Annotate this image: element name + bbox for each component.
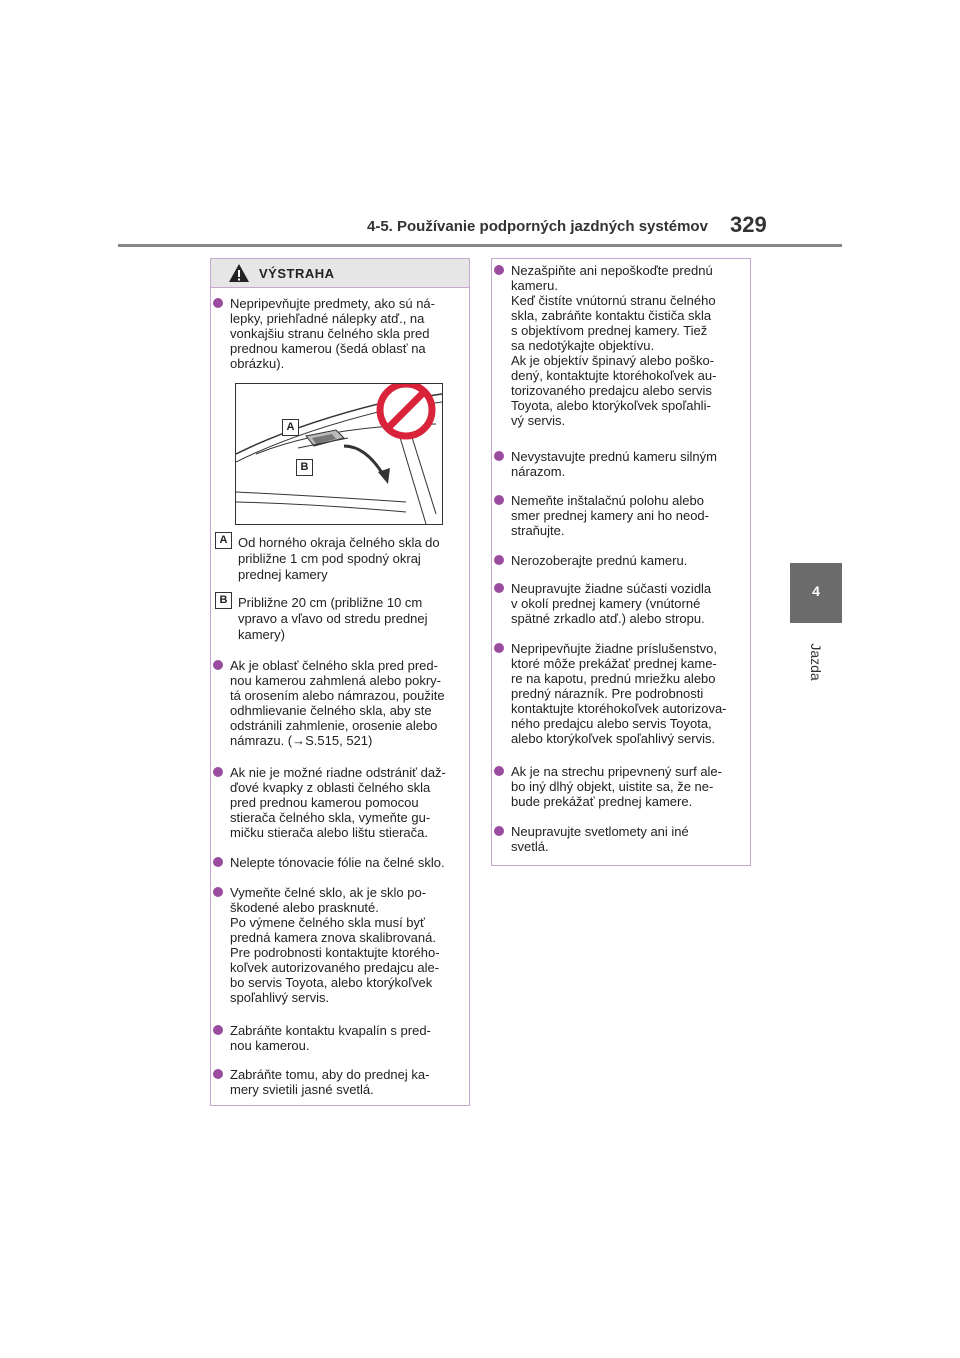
legend-desc-a: Od horného okraja čelného skla do približne 1 cm pod spodný okraj prednej kamery xyxy=(238,535,440,582)
list-item xyxy=(494,824,748,854)
item-text: Neupravujte svetlomety ani iné svetlá. xyxy=(511,824,689,854)
item-text: Nevystavujte prednú kameru silným nárazom. xyxy=(511,449,717,479)
bullet-icon xyxy=(494,495,504,505)
item-text: Zabráňte tomu, aby do prednej ka- mery svietili jasné svetlá. xyxy=(230,1067,430,1097)
list-item xyxy=(213,296,465,371)
item-text: Nepripevňujte predmety, ako sú ná- lepky, priehľadné nálepky atď., na vonkajšiu stranu čelného skla pred prednou kamerou (šedá oblasť na obrázku). xyxy=(230,296,435,371)
windshield-camera-figure xyxy=(235,383,443,525)
bullet-icon xyxy=(494,826,504,836)
chapter-name: Jazda xyxy=(808,643,824,681)
bullet-icon xyxy=(213,298,223,308)
item-text: Ak je oblasť čelného skla pred pred- nou kamerou zahmlená alebo pokry- tá orosením alebo námrazou, použite odhmlievanie čelného skla, aby ste odstránili zahmlenie, orosenie alebo námrazu. (→S.515, 521) xyxy=(230,658,445,748)
chapter-number: 4 xyxy=(812,583,820,599)
bullet-icon xyxy=(494,451,504,461)
list-item xyxy=(494,581,748,626)
legend-label-a: A xyxy=(215,532,232,549)
chapter-tab xyxy=(790,563,842,623)
item-text: Nepripevňujte žiadne príslušenstvo, ktoré môže prekážať prednej kame- re na kapotu, prednú mriežku alebo predný nárazník. Pre podrobnosti kontaktujte ktoréhokoľvek autorizova- ného predajcu alebo servis Toyota, alebo ktorýkoľvek spoľahlivý servis. xyxy=(511,641,727,746)
bullet-icon xyxy=(213,660,223,670)
item-text: Neupravujte žiadne súčasti vozidla v okolí prednej kamery (vnútorné spätné zrkadlo atď.) alebo stropu. xyxy=(511,581,712,626)
list-item xyxy=(213,1067,465,1097)
list-item xyxy=(213,765,465,840)
figure-label-a: A xyxy=(282,419,299,436)
bullet-icon xyxy=(213,857,223,867)
list-item xyxy=(494,553,748,568)
warning-triangle-icon xyxy=(228,263,250,283)
list-item xyxy=(494,641,748,746)
list-item xyxy=(213,885,465,1005)
figure-label-b: B xyxy=(296,459,313,476)
bullet-icon xyxy=(213,1025,223,1035)
list-item xyxy=(213,855,465,870)
list-item xyxy=(213,658,465,748)
chapter-label xyxy=(780,632,852,692)
list-item xyxy=(494,449,748,479)
warning-header xyxy=(211,259,469,288)
item-text: Vymeňte čelné sklo, ak je sklo po- škodené alebo prasknuté. Po výmene čelného skla musí byť predná kamera znova skalibrovaná. Pre podrobnosti kontaktujte ktorého- koľvek autorizovaného predajcu ale- bo servis Toyota, alebo ktorýkoľvek spoľahlivý servis. xyxy=(230,885,440,1005)
item-text: Nezašpiňte ani nepoškoďte prednú kameru. Keď čistíte vnútornú stranu čelného skla, zabráňte kontaktu čističa skla s objektívom prednej kamery. Tiež sa nedotýkajte objektívu. Ak je objektív špinavý alebo poško- dený, kontaktujte ktoréhokoľvek au- torizovaného predajcu alebo servis Toyota, alebo ktorýkoľvek spoľahli- vý servis. xyxy=(511,263,717,428)
bullet-icon xyxy=(494,766,504,776)
legend-label-b: B xyxy=(215,592,232,609)
list-item xyxy=(494,263,748,428)
item-text: Nerozoberajte prednú kameru. xyxy=(511,553,688,568)
bullet-icon xyxy=(494,265,504,275)
item-text: Nemeňte inštalačnú polohu alebo smer prednej kamery ani ho neod- straňujte. xyxy=(511,493,709,538)
bullet-icon xyxy=(494,555,504,565)
item-text: Ak nie je možné riadne odstrániť daž- ďové kvapky z oblasti čelného skla pred prednou kamerou pomocou stierača čelného skla, vymeňte gu- mičku stierača alebo lištu stierača. xyxy=(230,765,446,840)
item-text: Nelepte tónovacie fólie na čelné sklo. xyxy=(230,855,445,870)
header-rule xyxy=(118,244,842,247)
bullet-icon xyxy=(213,767,223,777)
bullet-icon xyxy=(494,643,504,653)
list-item xyxy=(494,493,748,538)
page-number: 329 xyxy=(730,212,767,237)
bullet-icon xyxy=(213,1069,223,1079)
warning-title: VÝSTRAHA xyxy=(259,266,335,281)
list-item xyxy=(213,1023,465,1053)
item-text: Zabráňte kontaktu kvapalín s pred- nou kamerou. xyxy=(230,1023,431,1053)
bullet-icon xyxy=(494,583,504,593)
item-text: Ak je na strechu pripevnený surf ale- bo iný dlhý objekt, uistite sa, že ne- bude prekážať prednej kamere. xyxy=(511,764,722,809)
section-title: 4-5. Používanie podporných jazdných systémov xyxy=(367,218,708,235)
list-item xyxy=(494,764,748,809)
windshield-illustration xyxy=(236,384,442,524)
bullet-icon xyxy=(213,887,223,897)
legend-desc-b: Približne 20 cm (približne 10 cm vpravo a vľavo od stredu prednej kamery) xyxy=(238,595,428,642)
